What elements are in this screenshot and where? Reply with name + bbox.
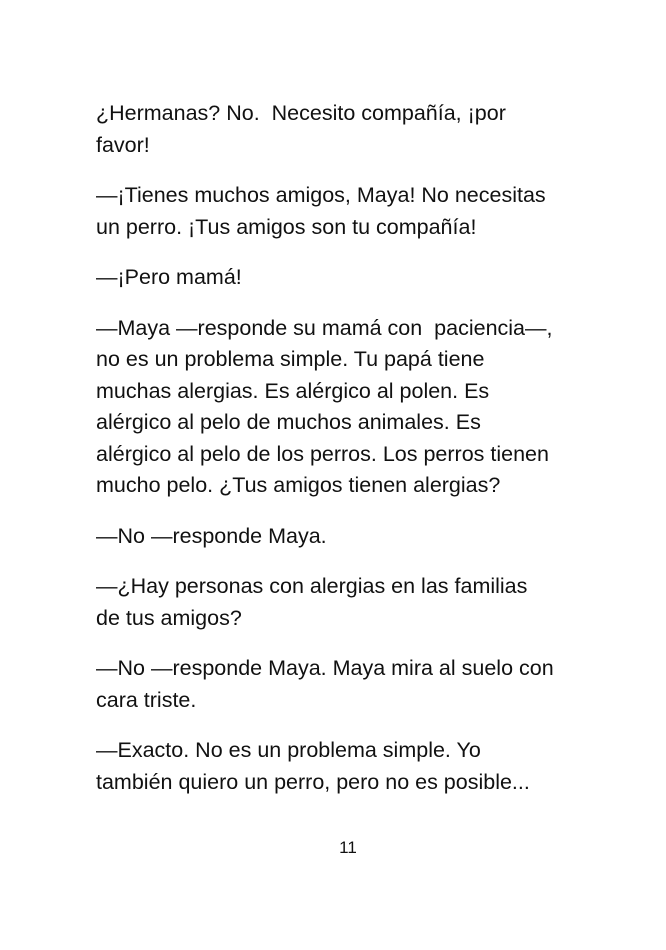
paragraph: ¿Hermanas? No. Necesito compañía, ¡por favor!: [96, 101, 506, 157]
paragraph: —¿Hay personas con alergias en las familias de tus amigos?: [96, 574, 528, 630]
paragraph: —No —responde Maya. Maya mira al suelo con cara triste.: [96, 656, 554, 712]
paragraph: —¡Tienes muchos amigos, Maya! No necesitas un perro. ¡Tus amigos son tu compañía!: [96, 183, 546, 239]
page-number: 11: [339, 838, 357, 857]
paragraph: —No —responde Maya.: [96, 523, 327, 548]
page-body-text: [96, 98, 616, 817]
paragraph: —Exacto. No es un problema simple. Yo también quiero un perro, pero no es posible...: [96, 738, 530, 794]
paragraph: —Maya —responde su mamá con paciencia—, no es un problema simple. Tu papá tiene muchas alergias. Es alérgico al polen. Es alérgico al pelo de muchos animales. Es alérgico al pelo de los perros. Los perros tienen mucho pelo. ¿Tus amigos tienen alergias?: [96, 315, 553, 497]
paragraph: —¡Pero mamá!: [96, 265, 242, 289]
